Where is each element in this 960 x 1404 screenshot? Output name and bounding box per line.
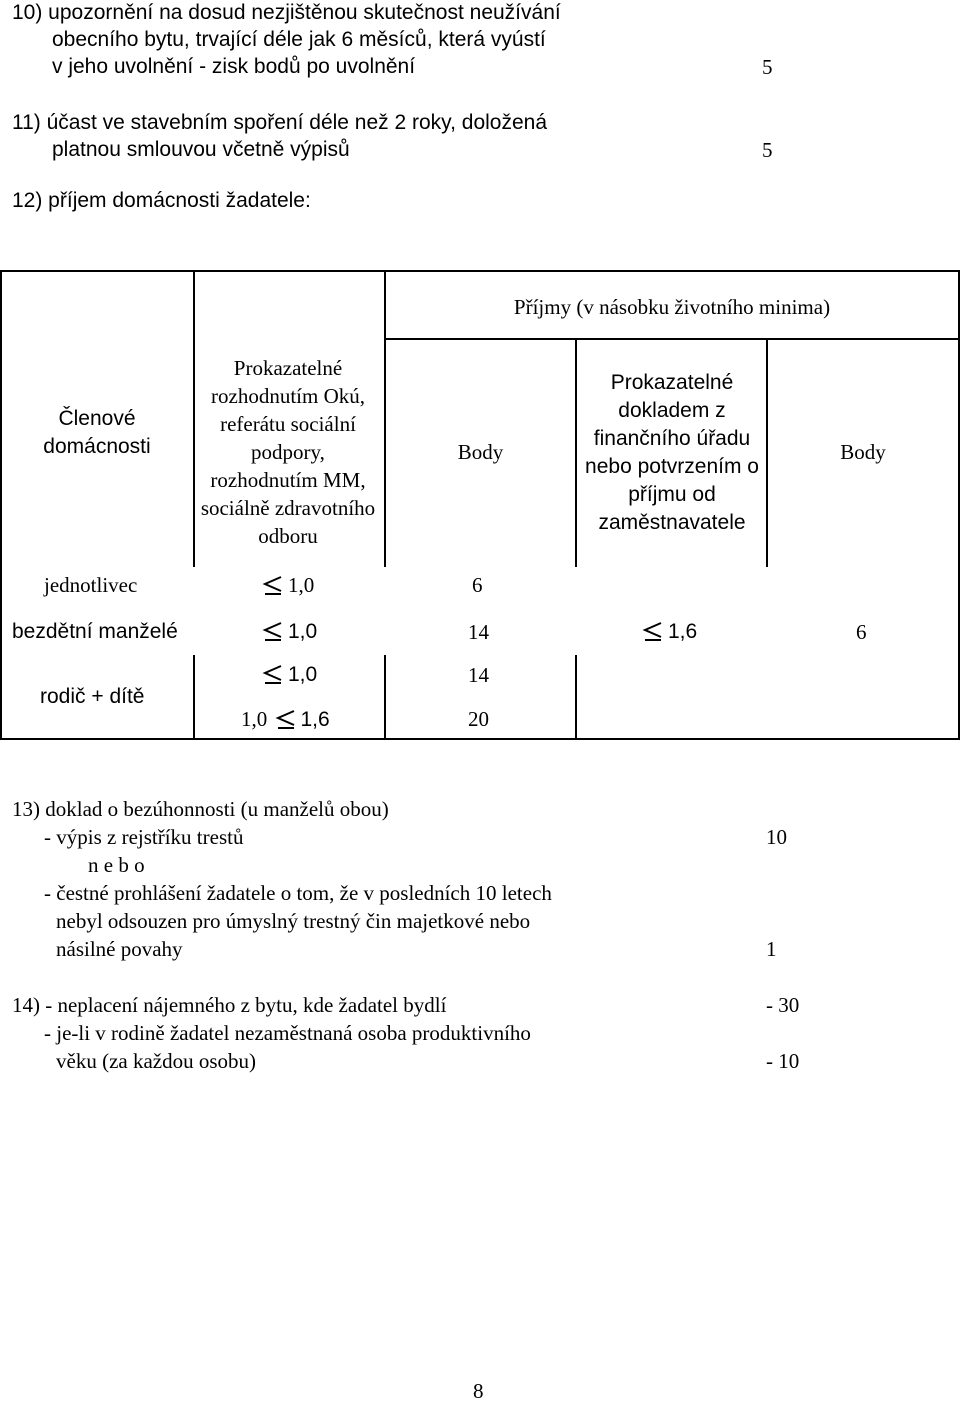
row-single-income-value: 1,0 bbox=[288, 573, 315, 597]
header-points-1: Body bbox=[457, 440, 504, 464]
item-11-line-2: platnou smlouvou včetně výpisů bbox=[52, 138, 350, 161]
item-13-option-2-line-2: nebyl odsouzen pro úmyslný trestný čin majetkové nebo bbox=[56, 909, 531, 933]
row-single-member: jednotlivec bbox=[44, 573, 138, 597]
less-equal-icon bbox=[642, 621, 664, 641]
item-13-option-2-line-3: násilné povahy bbox=[56, 937, 183, 961]
item-14-line-2: - je-li v rodině žadatel nezaměstnaná osoba produktivního bbox=[44, 1021, 531, 1045]
less-equal-icon bbox=[262, 664, 284, 684]
header-income-group: Příjmy (v násobku životního minima) bbox=[513, 295, 831, 319]
row-parent-child-points-a: 14 bbox=[468, 663, 489, 687]
row-parent-child-member: rodič + dítě bbox=[40, 685, 145, 708]
table-border-top bbox=[0, 270, 960, 272]
row-couple-income-1 bbox=[262, 619, 317, 645]
less-equal-icon bbox=[262, 575, 284, 595]
item-13-option-1-points: 10 bbox=[766, 825, 787, 849]
item-11-line-1: 11) účast ve stavebním spoření déle než 2 roky, doložená bbox=[12, 111, 548, 134]
item-10-line-1: 10) upozornění na dosud nezjištěnou skutečnost neužívání bbox=[12, 1, 561, 24]
item-10-line-3: v jeho uvolnění - zisk bodů po uvolnění bbox=[52, 55, 416, 78]
item-13-title: 13) doklad o bezúhonnosti (u manželů obou) bbox=[12, 797, 389, 821]
row-couple-income-2 bbox=[642, 619, 697, 645]
row-parent-child-income-b bbox=[241, 706, 330, 733]
item-10-points: 5 bbox=[762, 55, 773, 79]
table-border-left bbox=[0, 270, 2, 740]
item-14-line-1: 14) - neplacení nájemného z bytu, kde žadatel bydlí bbox=[12, 993, 447, 1017]
header-points-2: Body bbox=[840, 440, 886, 464]
row-couple-points-1: 14 bbox=[468, 620, 489, 644]
row-couple-income-1-value: 1,0 bbox=[288, 620, 318, 643]
item-13-option-2-line-1: - čestné prohlášení žadatele o tom, že v posledních 10 letech bbox=[44, 881, 552, 905]
header-doc-tax: Prokazatelné dokladem z finančního úřadu nebo potvrzením o příjmu od zaměstnavatele bbox=[585, 371, 759, 534]
table-rule-group bbox=[384, 338, 960, 340]
page-number: 8 bbox=[473, 1379, 484, 1403]
item-14-line-1-points: - 30 bbox=[766, 993, 800, 1017]
row-single-income bbox=[262, 572, 314, 598]
item-11-points: 5 bbox=[762, 138, 773, 162]
table-rule-v2-bottom bbox=[384, 655, 386, 740]
table-rule-v3-bottom bbox=[575, 655, 577, 740]
item-13-option-2-points: 1 bbox=[766, 937, 777, 961]
table-rule-v1-top bbox=[193, 270, 195, 567]
row-couple-member: bezdětní manželé bbox=[12, 620, 178, 643]
row-couple-income-2-value: 1,6 bbox=[668, 620, 698, 643]
row-couple-points-2: 6 bbox=[856, 620, 867, 644]
item-13-option-1: - výpis z rejstříku trestů bbox=[44, 825, 244, 849]
row-parent-child-income-b-value: 1,6 bbox=[300, 708, 330, 731]
less-equal-icon bbox=[262, 621, 284, 641]
row-single-points: 6 bbox=[472, 573, 483, 597]
item-10-line-2: obecního bytu, trvající déle jak 6 měsíců, která vyústí bbox=[52, 28, 546, 51]
item-13-or: n e b o bbox=[88, 853, 145, 877]
table-rule-v3-top bbox=[575, 338, 577, 567]
less-equal-icon bbox=[275, 709, 297, 729]
item-14-line-3-points: - 10 bbox=[766, 1049, 800, 1073]
row-parent-child-income-b-prefix: 1,0 bbox=[241, 707, 268, 731]
table-border-bottom bbox=[0, 738, 960, 740]
item-14-line-3: věku (za každou osobu) bbox=[56, 1049, 257, 1073]
row-parent-child-income-a bbox=[262, 662, 317, 688]
row-parent-child-points-b: 20 bbox=[468, 707, 489, 731]
row-parent-child-income-a-value: 1,0 bbox=[288, 663, 318, 686]
table-rule-v1-bottom bbox=[193, 655, 195, 740]
header-doc-social: Prokazatelné rozhodnutím Okú, referátu sociální podpory, rozhodnutím MM, sociálně zdravotního odboru bbox=[200, 356, 376, 548]
item-12-title: 12) příjem domácnosti žadatele: bbox=[12, 189, 311, 212]
header-household-members: Členové domácnosti bbox=[43, 407, 151, 458]
